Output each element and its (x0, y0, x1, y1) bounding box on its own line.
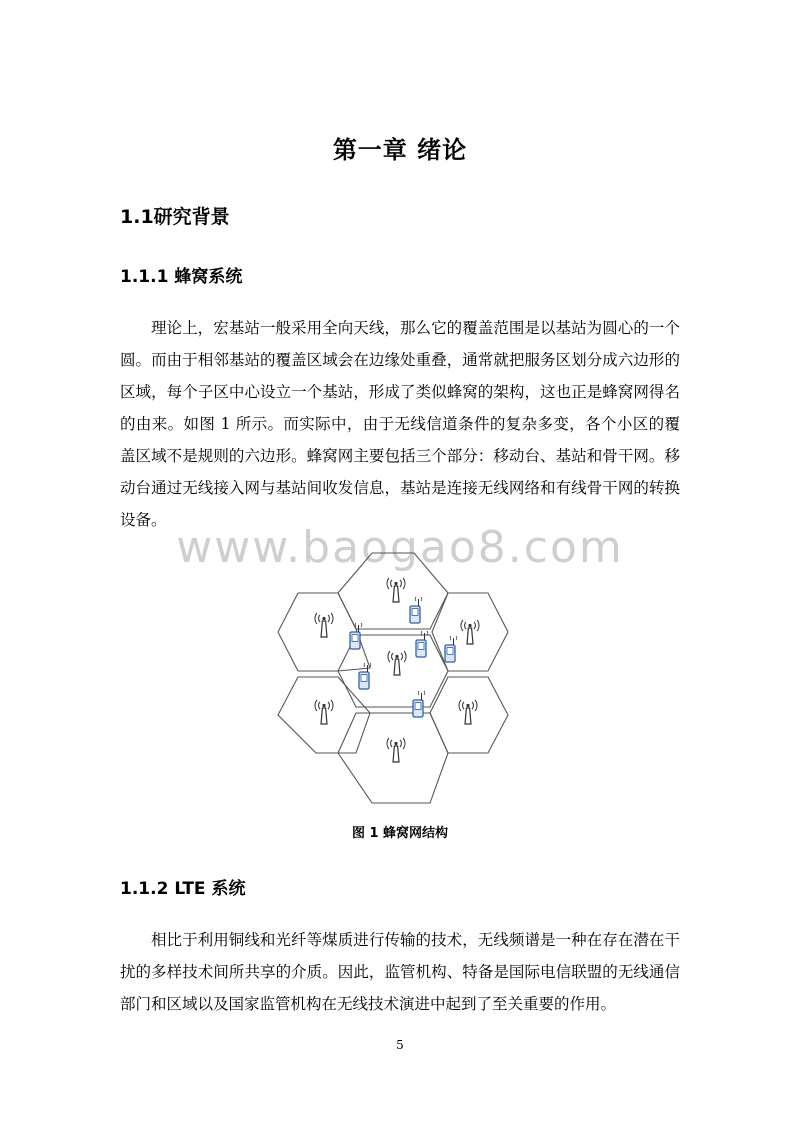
tower-icon (387, 578, 405, 602)
subsection-heading-lte: 1.1.2 LTE 系统 (120, 879, 246, 899)
cellular-network-figure (270, 548, 530, 810)
watermark: www.baogao8.com (176, 522, 624, 573)
figure-caption: 图 1 蜂窝网结构 (351, 826, 449, 841)
tower-icon (461, 620, 479, 644)
mobile-phone-icon (359, 663, 371, 689)
mobile-phone-icon (350, 623, 362, 649)
tower-icon (387, 738, 405, 762)
section-heading: 1.1研究背景 (120, 206, 230, 228)
chapter-title: 第一章 绪论 (332, 136, 468, 164)
mobile-phone-icon (413, 691, 425, 717)
tower-icon (315, 700, 333, 724)
cell-top (338, 553, 448, 629)
tower-icon (388, 651, 406, 675)
paragraph-cellular: 理论上，宏基站一般采用全向天线，那么它的覆盖范围是以基站为圆心的一个圆。而由于相邻基站的覆盖区域会在边缘处重叠，通常就把服务区划分成六边形的区域，每个子区中心设立一个基站，形成了类似蜂窝的架构，这也正是蜂窝网得名的由来。如图 1 所示。而实际中，由于无线信道条件的复杂多变，各个小区的覆盖区域不是规则的六边形。蜂窝网主要包括三个部分：移动台、基站和骨干网。移动台通过无线接入网与基站间收发信息，基站是连接无线网络和有线骨干网的转换设备。 (120, 319, 680, 529)
subsection-heading-cellular: 1.1.1 蜂窝系统 (120, 267, 243, 287)
mobile-phone-icon (445, 636, 457, 662)
page-number: 5 (396, 1038, 404, 1052)
tower-icon (459, 700, 477, 724)
paragraph-lte: 相比于利用铜线和光纤等煤质进行传输的技术，无线频谱是一种在存在潜在干扰的多样技术间所共享的介质。因此，监管机构、特备是国际电信联盟的无线通信部门和区域以及国家监管机构在无线技术演进中起到了至关重要的作用。 (120, 931, 680, 1013)
tower-icon (315, 613, 333, 637)
mobile-phone-icon (410, 597, 422, 623)
